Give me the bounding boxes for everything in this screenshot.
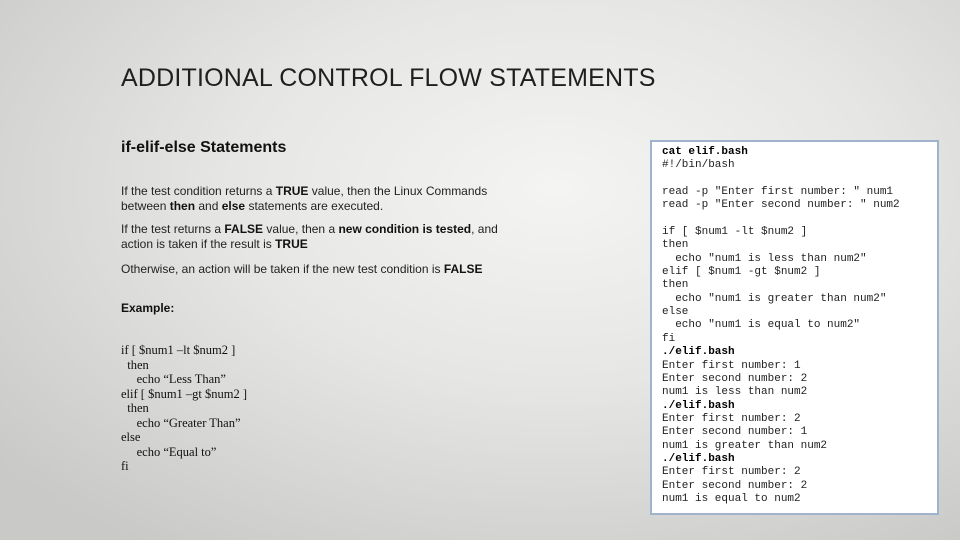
terminal-line: echo "num1 is less than num2" [662, 252, 867, 265]
section-heading: if-elif-else Statements [121, 139, 287, 156]
terminal-command-line: ./elif.bash [662, 452, 735, 465]
paragraph-false-condition [121, 222, 511, 252]
terminal-line: num1 is greater than num2 [662, 439, 828, 452]
terminal-line: read -p "Enter second number: " num2 [662, 199, 900, 212]
terminal-line: Enter second number: 2 [662, 372, 808, 385]
text-run: statements are executed. [245, 199, 384, 213]
text-run: , and action is taken if the result is [121, 222, 498, 251]
terminal-line [662, 213, 937, 226]
code-line: echo “Greater Than” [121, 415, 241, 430]
terminal-line: elif [ $num1 -gt $num2 ] [662, 266, 821, 279]
code-line: fi [121, 459, 129, 473]
terminal-line: num1 is equal to num2 [662, 492, 801, 505]
emphasis-new-condition: new condition is tested [338, 222, 472, 236]
code-line: echo “Less Than” [121, 372, 226, 386]
terminal-command-line: ./elif.bash [662, 346, 735, 359]
text-run: value, then a [263, 222, 339, 236]
emphasis-false: FALSE [443, 262, 483, 276]
terminal-output-panel [650, 140, 939, 515]
emphasis-true: TRUE [275, 184, 309, 198]
paragraph-true-condition [121, 184, 511, 214]
code-line: then [121, 401, 149, 415]
terminal-line: else [662, 306, 689, 319]
emphasis-then: then [169, 199, 196, 213]
example-label: Example: [121, 301, 175, 315]
text-run: and [195, 199, 222, 213]
code-line: elif [ $num1 –gt $num2 ] [121, 386, 248, 401]
terminal-command-line: cat elif.bash [662, 146, 748, 158]
code-line: then [121, 357, 149, 372]
text-run: If the test condition returns a [121, 184, 276, 198]
text-run: value, then the Linux Commands between [121, 184, 488, 213]
terminal-line: echo "num1 is equal to num2" [662, 319, 861, 332]
terminal-line: echo "num1 is greater than num2" [662, 292, 887, 305]
paragraph-otherwise [121, 262, 511, 277]
emphasis-else: else [221, 199, 246, 213]
terminal-line: if [ $num1 -lt $num2 ] [662, 226, 808, 239]
terminal-line: Enter first number: 1 [662, 359, 801, 372]
code-line: if [ $num1 –lt $num2 ] [121, 343, 236, 357]
terminal-line [662, 173, 937, 186]
terminal-line: Enter first number: 2 [662, 466, 801, 479]
emphasis-false: FALSE [224, 222, 264, 236]
terminal-line: num1 is less than num2 [662, 386, 808, 399]
terminal-line: read -p "Enter first number: " num1 [662, 186, 894, 199]
code-line: echo “Equal to” [121, 444, 217, 459]
text-run: Otherwise, an action will be taken if the new test condition is [121, 262, 444, 276]
terminal-line: then [662, 279, 689, 292]
terminal-command-line: ./elif.bash [662, 399, 735, 412]
terminal-line: #!/bin/bash [662, 159, 735, 172]
terminal-line: Enter second number: 1 [662, 426, 808, 439]
terminal-line: Enter second number: 2 [662, 479, 808, 492]
example-code-block [121, 343, 247, 474]
terminal-line: fi [662, 332, 676, 345]
text-run: If the test returns a [121, 222, 225, 236]
emphasis-true: TRUE [275, 237, 308, 251]
terminal-line: Enter first number: 2 [662, 412, 801, 425]
code-line: else [121, 430, 141, 444]
slide-title: ADDITIONAL CONTROL FLOW STATEMENTS [121, 64, 656, 92]
terminal-line: then [662, 239, 689, 252]
